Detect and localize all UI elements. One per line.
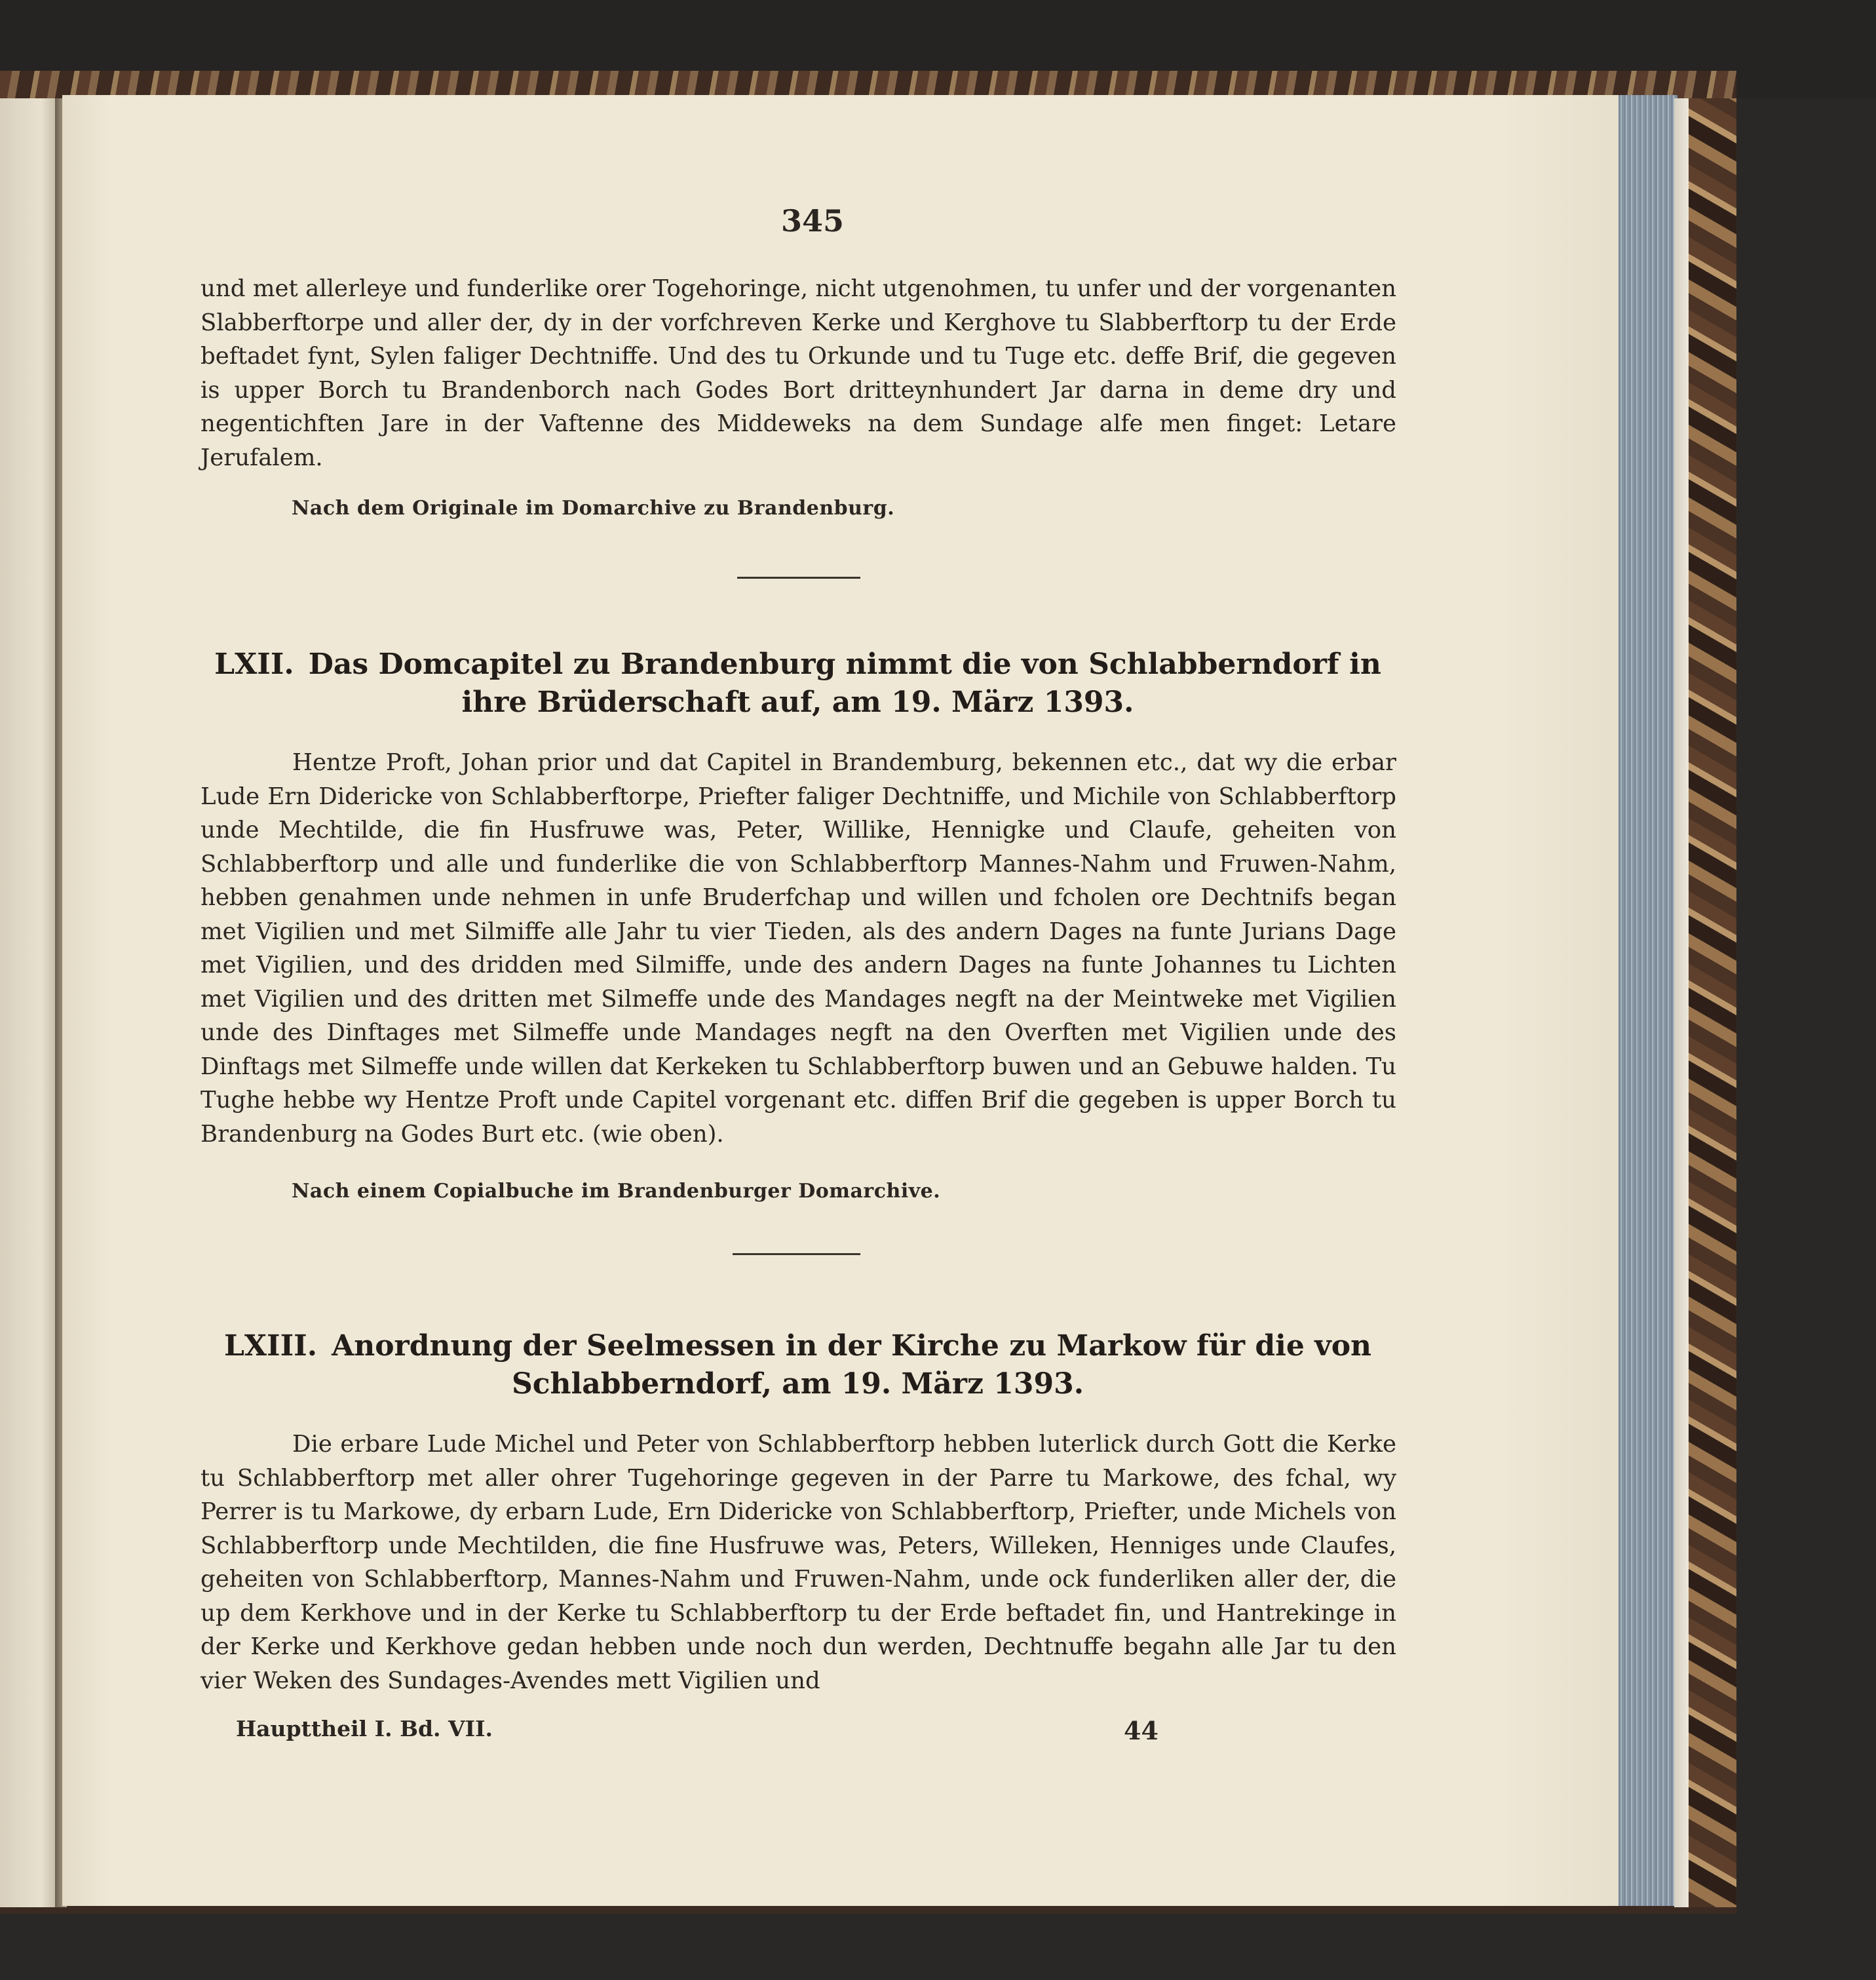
section-text-62: Hentze Proft, Johan prior und dat Capitel in Brandemburg, bekennen etc., dat wy die erbar Lude Ern Didericke von Schlabberftorpe, Priefter faliger Dechtniffe, und Michile von Schlabberftorp unde Mechtilde, die fin Husfruwe was, Peter, Willike, Hennigke und Claufe, geheiten von Schlabberftorp und alle und funderlike die von Schlabberftorp Mannes-Nahm und Fruwen-Nahm, hebben genahmen unde nehmen in unfe Bruderfchap und willen und fcholen ore Dechtnifs began met Vigilien und met Silmiffe alle Jahr tu vier Tieden, als des andern Dages na funte Jurians Dage met Vigilien, und des dridden med Silmiffe, unde des andern Dages na funte Johannes tu Lichten met Vigilien und des dritten met Silmeffe unde des Mandages negft na der Meintweke met Vigilien unde des Dinftages met Silmeffe unde Mandages negft na den Overften met Vigilien unde des Dinftags met Silmeffe unde willen dat Kerkeken tu Schlabberftorp buwen und an Gebuwe halden. Tu Tughe hebbe wy Hentze Proft unde Capitel vorgenant etc. diffen Brif die gegeben is upper Borch tu Brandenburg na Godes Burt etc. (wie oben). [201, 749, 1396, 1148]
section-divider-2 [733, 1253, 860, 1255]
section-heading-63 [197, 1327, 1399, 1403]
source-note-1: Nach dem Originale im Domarchive zu Brandenburg. [292, 497, 895, 520]
page-block-edge [1618, 95, 1677, 1906]
section-heading-62 [197, 646, 1399, 722]
footer-sheet-number: 44 [1124, 1716, 1158, 1745]
continuation-text: und met allerleye und funderlike orer Togehoringe, nicht utgenohmen, tu unfer und der vorgenanten Slabberftorpe und aller der, dy in der vorfchreven Kerke und Kerghove tu Slabberftorp tu der Erde beftadet fynt, Sylen faliger Dechtniffe. Und des tu Orkunde und tu Tuge etc. deffe Brif, die gegeven is upper Borch tu Brandenborch nach Godes Bort dritteynhundert Jar darna in deme dry und negentichften Jare in der Vaftenne des Middeweks na dem Sundage alfe men finget: Letare Jerufalem. [201, 275, 1396, 471]
section-title-63: Anordnung der Seelmessen in der Kirche zu Markow für die von Schlabberndorf, am 19. März 1393. [332, 1329, 1372, 1401]
footer-signature: Haupttheil I. Bd. VII. [236, 1716, 493, 1741]
source-note-2: Nach einem Copialbuche im Brandenburger Domarchive. [292, 1180, 941, 1203]
section-divider-1 [737, 577, 860, 579]
marbled-cover-edge [1687, 98, 1736, 1907]
section-body-62 [201, 746, 1396, 1151]
section-body-63 [201, 1427, 1396, 1698]
continuation-paragraph [201, 272, 1396, 475]
page-edge-light [1674, 98, 1689, 1907]
page-number: 345 [780, 203, 845, 239]
facing-page [0, 98, 59, 1907]
section-title-62: Das Domcapitel zu Brandenburg nimmt die von Schlabberndorf in ihre Brüderschaft auf, am 19. März 1393. [308, 648, 1381, 719]
section-numeral-63: LXIII. [223, 1329, 318, 1363]
section-numeral-62: LXII. [214, 648, 294, 681]
section-text-63: Die erbare Lude Michel und Peter von Schlabberftorp hebben luterlick durch Gott die Kerke tu Schlabberftorp met aller ohrer Tugehoringe gegeven in der Parre tu Markowe, des fchal, wy Perrer is tu Markowe, dy erbarn Lude, Ern Didericke von Schlabberftorp, Priefter, unde Michels von Schlabberftorp unde Mechtilden, die fine Husfruwe was, Peters, Willeken, Henniges unde Claufes, geheiten von Schlabberftorp, Mannes-Nahm und Fruwen-Nahm, unde ock funderliken aller der, die up dem Kerkhove und in der Kerke tu Schlabberftorp tu der Erde beftadet fin, und Hantrekinge in der Kerke und Kerkhove gedan hebben unde noch dun werden, Dechtnuffe begahn alle Jar tu den vier Weken des Sundages-Avendes mett Vigilien und [201, 1431, 1396, 1694]
